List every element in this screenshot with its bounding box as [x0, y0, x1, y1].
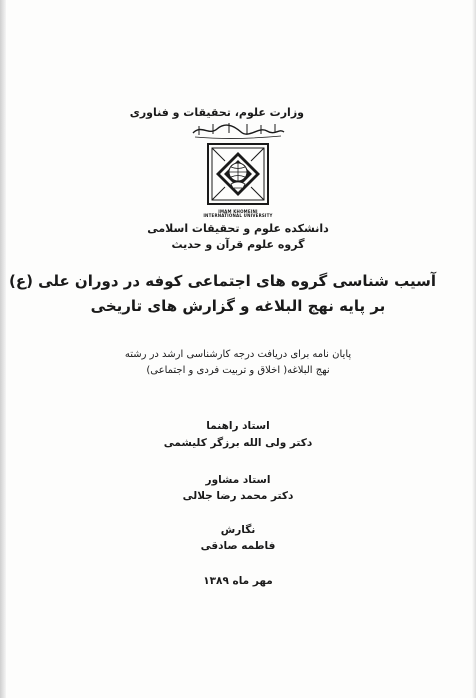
faculty-name: دانشکده علوم و تحقیقات اسلامی	[147, 222, 329, 235]
basmala-calligraphy-icon	[189, 120, 287, 140]
supervisor-label: استاد راهنما	[206, 420, 270, 432]
university-emblem-icon	[195, 143, 281, 211]
supervisor-name: دکتر ولی الله برزگر کلیشمی	[163, 437, 313, 449]
thesis-title-line-1: آسیب شناسی گروه های اجتماعی کوفه در دوران علی (ع)	[8, 272, 436, 290]
thesis-title-line-2: بر پایه نهج البلاغه و گزارش های تاریخی	[90, 297, 386, 315]
logo-caption-line-2: INTERNATIONAL UNIVERSITY	[203, 213, 273, 218]
page-edge-shadow-right	[472, 0, 476, 698]
author-name: فاطمه صادقی	[200, 540, 276, 552]
author-label: نگارش	[220, 524, 256, 536]
advisor-label: استاد مشاور	[205, 474, 271, 486]
advisor-name: دکتر محمد رضا جلالی	[182, 490, 294, 502]
ministry-name: وزارت علوم، تحقیقات و فناوری	[129, 106, 304, 119]
degree-statement-line-1: پایان نامه برای دریافت درجه کارشناسی ارشد در رشته	[124, 349, 352, 360]
degree-statement-line-2: نهج البلاغه( اخلاق و تربیت فردی و اجتماعی)	[146, 365, 330, 376]
department-name: گروه علوم قرآن و حدیث	[171, 238, 305, 251]
logo-caption-line-1: IMAM KHOMEINI	[218, 209, 258, 214]
page-edge-shadow-left	[0, 0, 6, 698]
logo-caption	[195, 210, 281, 218]
submission-date: مهر ماه ۱۳۸۹	[203, 575, 273, 587]
